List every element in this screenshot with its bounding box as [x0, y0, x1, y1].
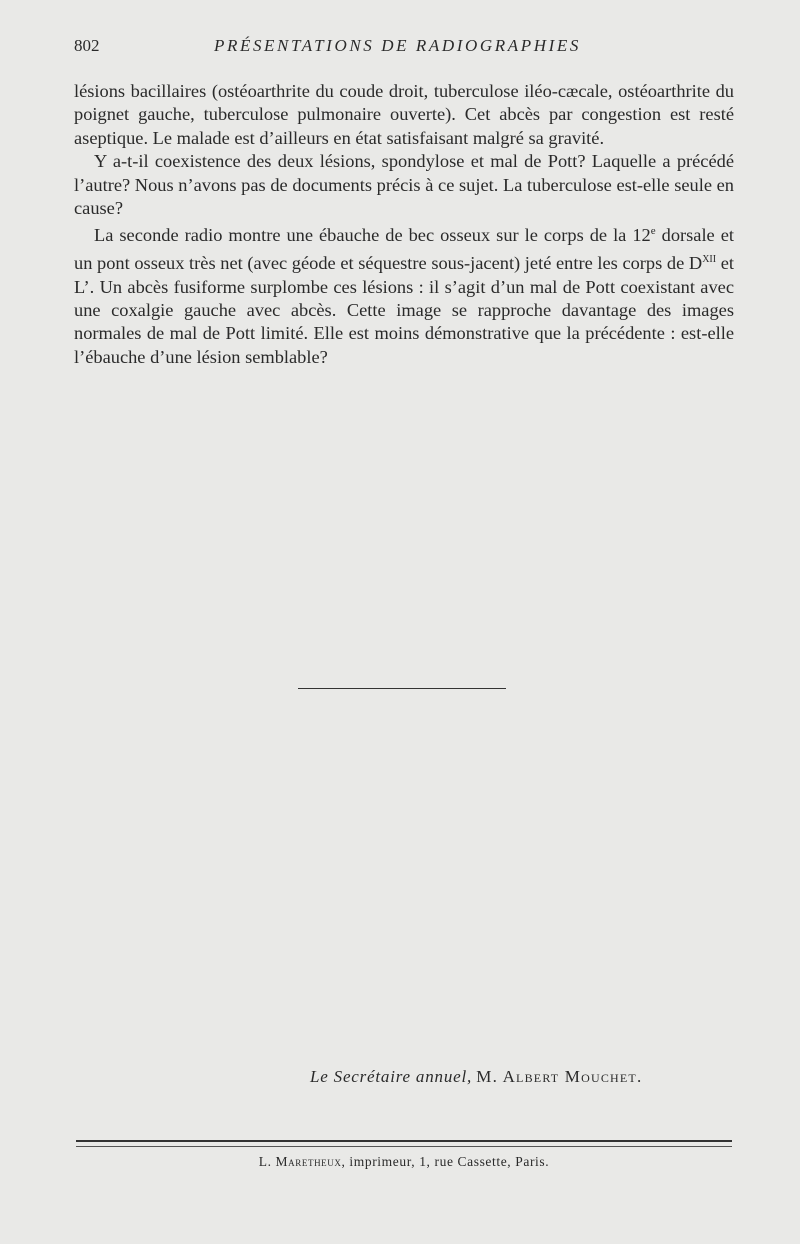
footer-rule-thick [76, 1140, 732, 1142]
page-number: 802 [74, 36, 100, 55]
signature-name: M. Albert Mouchet. [476, 1067, 643, 1086]
paragraph-3-end: et L’. Un abcès fusiforme surplombe ces lésions : il s’agit d’un mal de Pott coexistant avec une coxalgie gauche avec abcès. Cette image se rapproche davantage des images normales de mal de Pott limité. Elle est moins démonstrative que la précédente : est-elle l’ébauche d’une lésion semblable? [74, 253, 735, 367]
superscript-ordinal: e [650, 225, 656, 238]
printer-imprint [76, 1154, 732, 1170]
signature [310, 1067, 642, 1087]
printer-name: L. Maretheux, [258, 1154, 346, 1169]
running-title: PRÉSENTATIONS DE RADIOGRAPHIES [214, 36, 581, 55]
superscript-vertebra: XII [702, 253, 717, 265]
body-text [74, 80, 734, 369]
paragraph-3-mid: dorsale et un pont osseux très net (avec géode et séquestre sous-jacent) jeté entre les corps de D [74, 225, 734, 274]
paragraph-1: lésions bacillaires (ostéoarthrite du coude droit, tuberculose iléo-cæcale, ostéoarthrite du poignet gauche, tuberculose pulmonaire ouverte). Cet abcès par congestion est resté aseptique. Le malade est d’ailleurs en état satisfaisant malgré sa gravité. [74, 81, 734, 148]
signature-role: Le Secrétaire annuel, [310, 1067, 473, 1086]
paragraph-2: Y a-t-il coexistence des deux lésions, spondylose et mal de Pott? Laquelle a précédé l’autre? Nous n’avons pas de documents précis à ce sujet. La tuberculose est-elle seule en cause? [74, 151, 734, 219]
printer-address: imprimeur, 1, rue Cassette, Paris. [345, 1154, 550, 1169]
paragraph-3-start: La seconde radio montre une ébauche de bec osseux sur le corps de la 12 [94, 225, 651, 246]
page-header [74, 36, 734, 60]
paragraph-3 [74, 220, 734, 369]
section-separator [298, 688, 506, 689]
footer-rule-thin [76, 1146, 732, 1147]
